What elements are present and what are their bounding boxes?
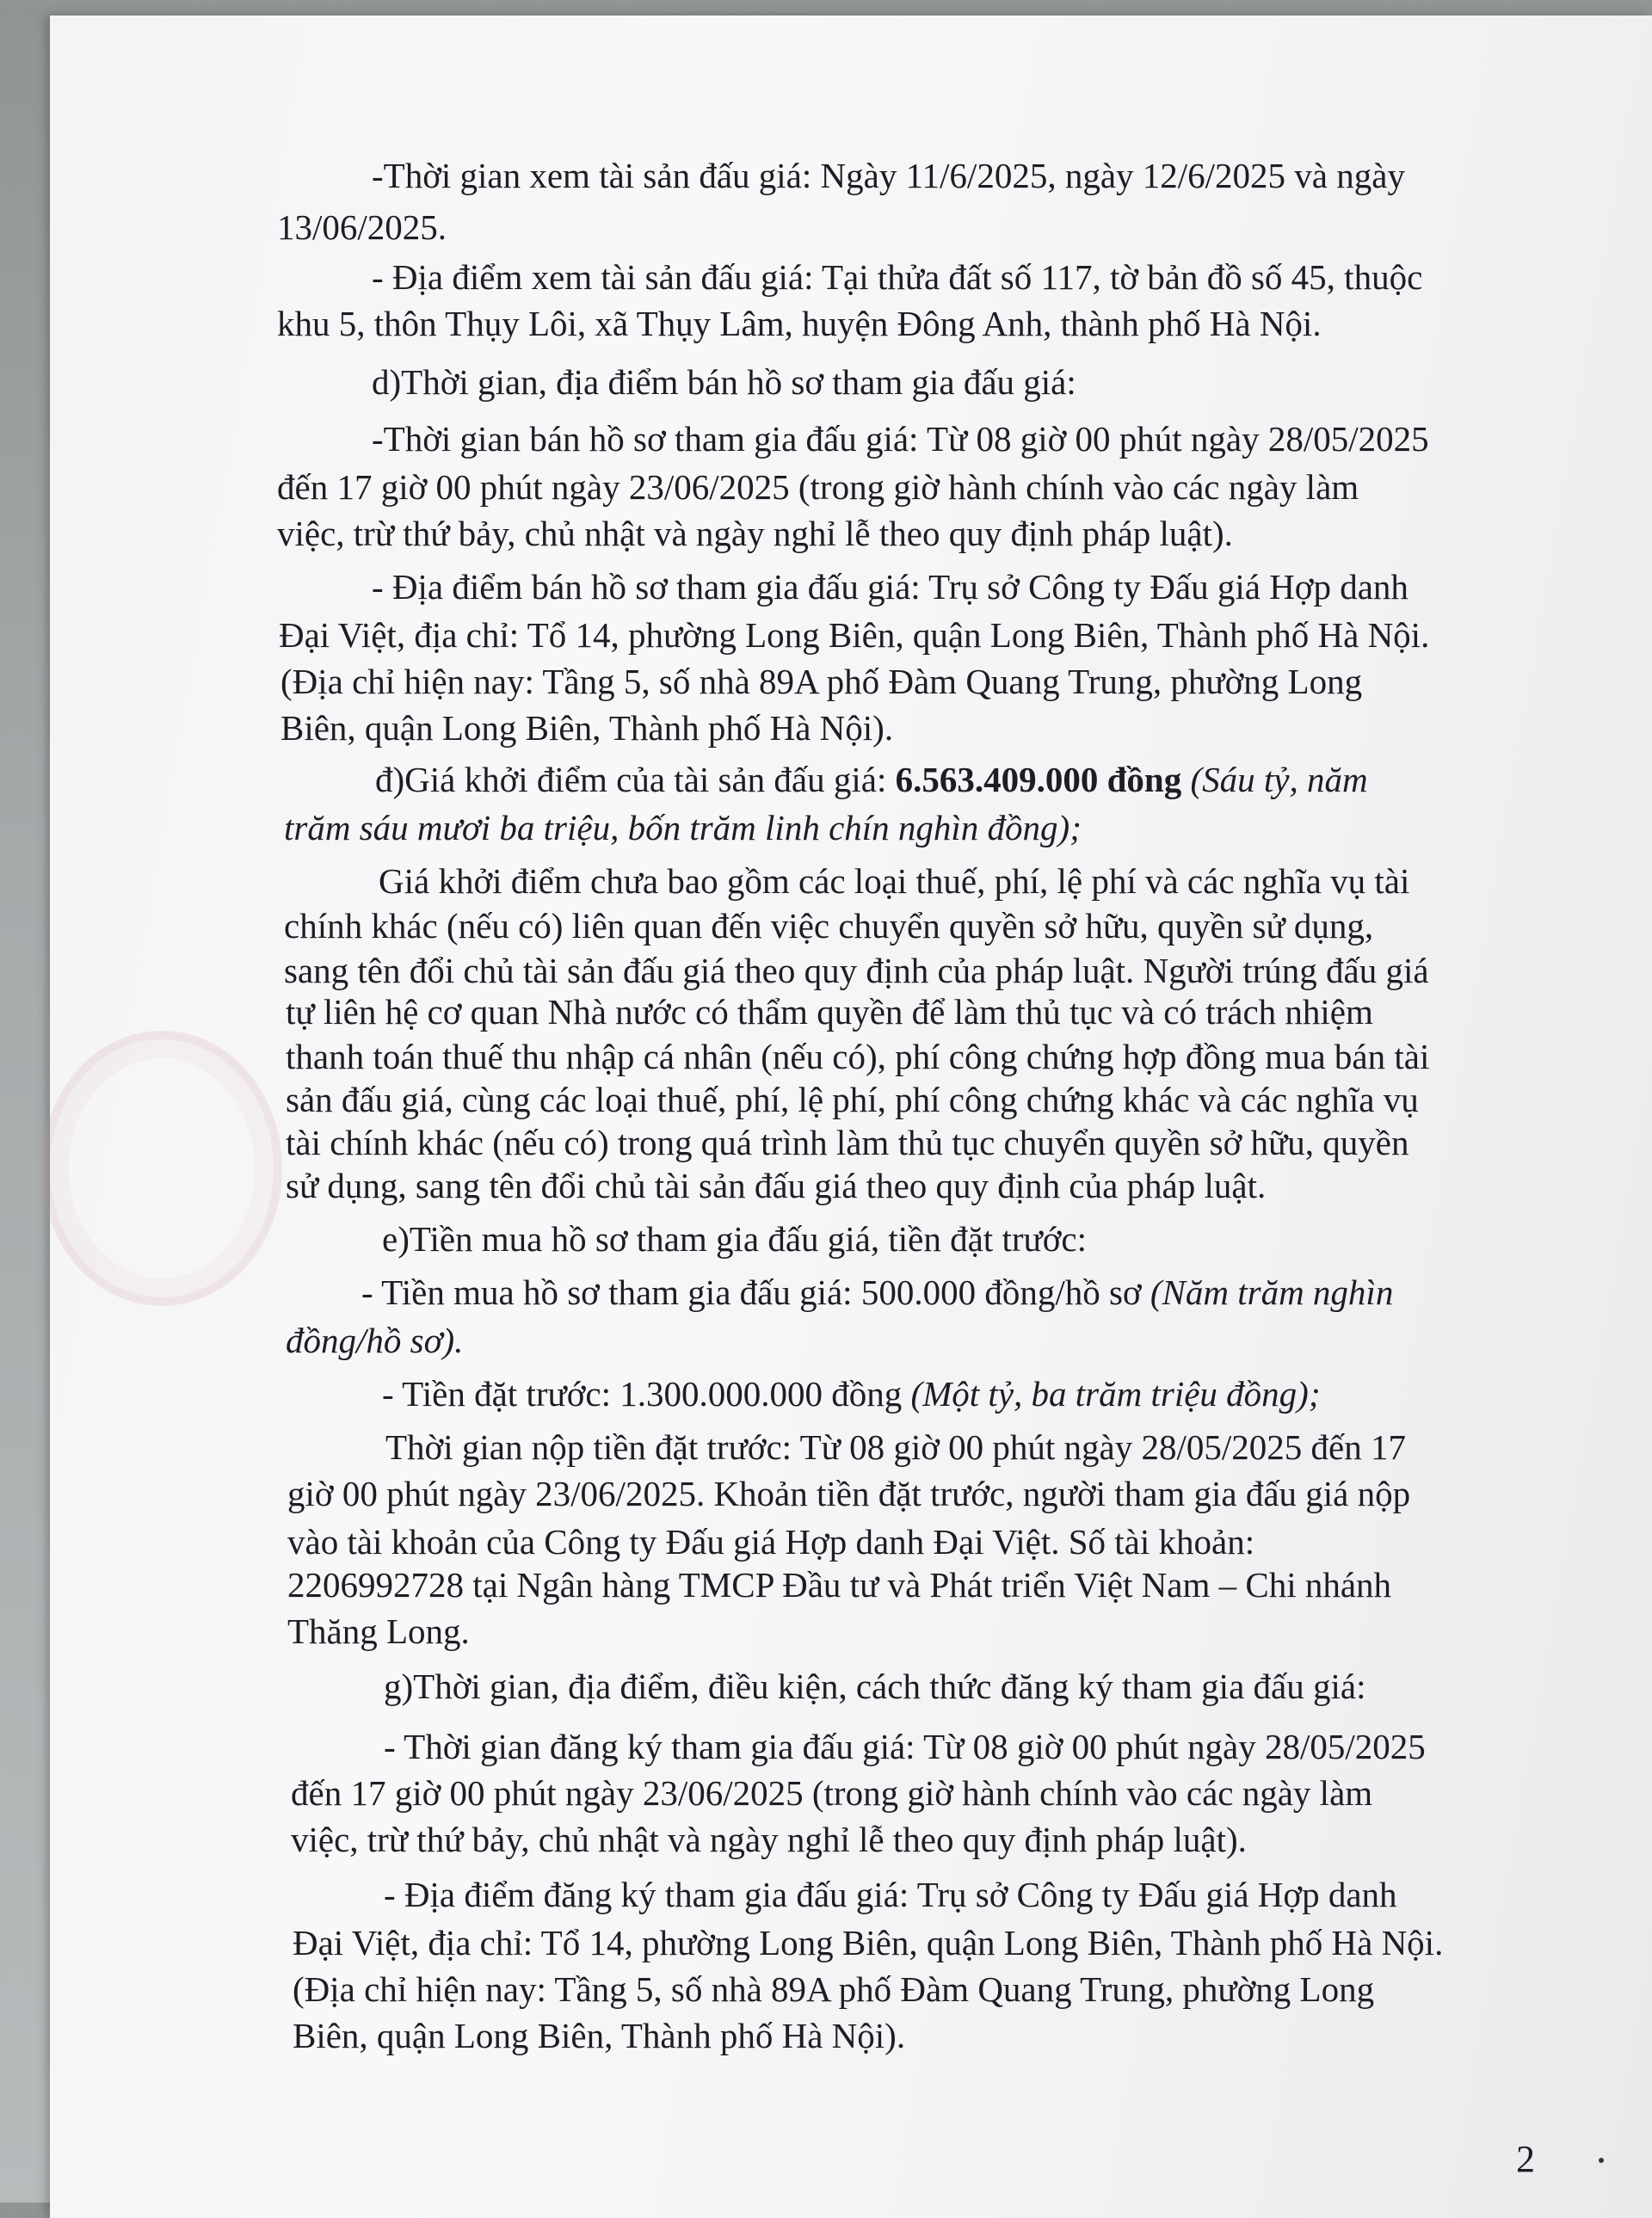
text-span: Biên, quận Long Biên, Thành phố Hà Nội). <box>280 708 894 748</box>
text-span: vào tài khoản của Công ty Đấu giá Hợp danh Đại Việt. Số tài khoản: <box>287 1522 1255 1562</box>
text-line <box>361 1270 1393 1315</box>
text-line <box>379 859 1409 903</box>
text-span: thanh toán thuế thu nhập cá nhân (nếu có), phí công chứng hợp đồng mua bán tài <box>286 1037 1430 1076</box>
text-line <box>286 1318 463 1363</box>
bank-account-line <box>287 1562 1391 1607</box>
text-line <box>277 465 1359 509</box>
text-line <box>284 903 1373 948</box>
text-line <box>286 989 1373 1034</box>
text-span: (Một tỷ, ba trăm triệu đồng); <box>910 1374 1321 1414</box>
text-span: tài chính khác (nếu có) trong quá trình làm thủ tục chuyển quyền sở hữu, quyền <box>286 1123 1409 1162</box>
text-line <box>287 1609 470 1654</box>
text-line <box>287 1471 1410 1516</box>
starting-price-line <box>375 757 1368 802</box>
text-span: d)Thời gian, địa điểm bán hồ sơ tham gia đấu giá: <box>372 362 1076 402</box>
text-span: việc, trừ thứ bảy, chủ nhật và ngày nghỉ lễ theo quy định pháp luật). <box>277 514 1233 553</box>
text-line <box>293 1967 1374 2012</box>
text-span: - Địa điểm xem tài sản đấu giá: Tại thửa đất số 117, tờ bản đồ số 45, thuộc <box>372 257 1423 297</box>
text-span: Đại Việt, địa chỉ: Tổ 14, phường Long Biên, quận Long Biên, Thành phố Hà Nội. <box>293 1923 1444 1962</box>
text-line <box>284 805 1082 850</box>
text-span: đến 17 giờ 00 phút ngày 23/06/2025 (trong giờ hành chính vào các ngày làm <box>277 467 1359 507</box>
starting-price-value: 6.563.409.000 đồng <box>895 760 1182 799</box>
text-span: tự liên hệ cơ quan Nhà nước có thẩm quyền để làm thủ tục và có trách nhiệm <box>286 992 1373 1032</box>
text-line <box>384 1724 1426 1769</box>
text-line <box>385 1425 1406 1469</box>
text-line <box>372 255 1516 299</box>
text-line <box>291 1771 1372 1815</box>
text-span: việc, trừ thứ bảy, chủ nhật và ngày nghỉ lễ theo quy định pháp luật). <box>291 1820 1247 1859</box>
text-line <box>280 705 893 750</box>
section-heading-g <box>384 1664 1365 1709</box>
text-span: Thăng Long. <box>287 1611 470 1651</box>
text-span: sử dụng, sang tên đổi chủ tài sản đấu giá theo quy định của pháp luật. <box>286 1166 1267 1205</box>
page-dot <box>1599 2158 1604 2163</box>
text-span: Đại Việt, địa chỉ: Tổ 14, phường Long Biên, quận Long Biên, Thành phố Hà Nội. <box>279 615 1430 655</box>
text-span: e)Tiền mua hồ sơ tham gia đấu giá, tiền đặt trước: <box>382 1219 1087 1259</box>
text-span: -Thời gian bán hồ sơ tham gia đấu giá: Từ 08 giờ 00 phút ngày 28/05/2025 <box>372 419 1429 459</box>
text-line <box>293 1920 1443 1965</box>
text-line <box>286 1163 1266 1208</box>
text-span: sản đấu giá, cùng các loại thuế, phí, lệ phí, phí công chứng khác và các nghĩa vụ <box>286 1080 1419 1119</box>
text-line <box>277 301 1322 346</box>
section-heading-e <box>382 1217 1087 1261</box>
text-span: Giá khởi điểm chưa bao gồm các loại thuế, phí, lệ phí và các nghĩa vụ tài <box>379 861 1410 901</box>
text-span: sang tên đổi chủ tài sản đấu giá theo quy định của pháp luật. Người trúng đấu giá <box>284 951 1429 990</box>
text-span: -Thời gian xem tài sản đấu giá: Ngày 11/6/2025, ngày 12/6/2025 và ngày <box>372 156 1405 195</box>
text-span: Thời gian nộp tiền đặt trước: Từ 08 giờ 00 phút ngày 28/05/2025 đến 17 <box>385 1427 1406 1467</box>
text-span: giờ 00 phút ngày 23/06/2025. Khoản tiền đặt trước, người tham gia đấu giá nộp <box>287 1474 1411 1513</box>
text-span: chính khác (nếu có) liên quan đến việc chuyển quyền sở hữu, quyền sử dụng, <box>284 906 1374 946</box>
deposit-line <box>382 1371 1320 1416</box>
text-span: (Sáu tỷ, năm <box>1181 760 1368 799</box>
text-line <box>287 1519 1254 1564</box>
text-line <box>384 1872 1397 1917</box>
text-span: khu 5, thôn Thụy Lôi, xã Thụy Lâm, huyện Đông Anh, thành phố Hà Nội. <box>277 304 1322 343</box>
text-span: - Thời gian đăng ký tham gia đấu giá: Từ 08 giờ 00 phút ngày 28/05/2025 <box>384 1727 1426 1766</box>
text-line <box>279 613 1429 657</box>
text-line <box>372 153 1516 198</box>
text-span: Biên, quận Long Biên, Thành phố Hà Nội). <box>293 2016 906 2055</box>
text-span: 13/06/2025. <box>277 207 447 247</box>
text-line <box>372 564 1409 609</box>
text-line <box>286 1120 1409 1165</box>
text-line <box>277 205 447 250</box>
text-line <box>277 511 1233 556</box>
text-span: đến 17 giờ 00 phút ngày 23/06/2025 (trong giờ hành chính vào các ngày làm <box>291 1773 1373 1813</box>
text-span: - Địa điểm bán hồ sơ tham gia đấu giá: Trụ sở Công ty Đấu giá Hợp danh <box>372 567 1409 607</box>
text-span: - Tiền mua hồ sơ tham gia đấu giá: 500.000 đồng/hồ sơ <box>361 1272 1150 1312</box>
text-span: g)Thời gian, địa điểm, điều kiện, cách thức đăng ký tham gia đấu giá: <box>384 1667 1366 1706</box>
text-span: (Năm trăm nghìn <box>1150 1272 1394 1312</box>
text-span: (Địa chỉ hiện nay: Tầng 5, số nhà 89A phố Đàm Quang Trung, phường Long <box>280 662 1363 701</box>
page-number: 2 <box>1516 2138 1535 2180</box>
text-line <box>372 416 1516 461</box>
text-span: trăm sáu mươi ba triệu, bốn trăm linh chín nghìn đồng); <box>284 808 1082 847</box>
text-line <box>280 659 1362 704</box>
text-span: 2206992728 tại Ngân hàng TMCP Đầu tư và Phát triển Việt Nam – Chi nhánh <box>287 1565 1392 1605</box>
text-span: - Tiền đặt trước: 1.300.000.000 đồng <box>382 1374 911 1414</box>
section-heading-d <box>372 360 1076 404</box>
text-span: đ)Giá khởi điểm của tài sản đấu giá: <box>375 760 896 799</box>
text-line <box>286 1077 1419 1122</box>
text-line <box>291 1817 1247 1862</box>
text-line <box>293 2013 905 2058</box>
text-line <box>284 948 1429 993</box>
text-span: đồng/hồ sơ). <box>286 1321 464 1360</box>
text-span: (Địa chỉ hiện nay: Tầng 5, số nhà 89A phố Đàm Quang Trung, phường Long <box>293 1969 1375 2009</box>
text-span: - Địa điểm đăng ký tham gia đấu giá: Trụ sở Công ty Đấu giá Hợp danh <box>384 1875 1397 1914</box>
text-line <box>286 1034 1429 1079</box>
